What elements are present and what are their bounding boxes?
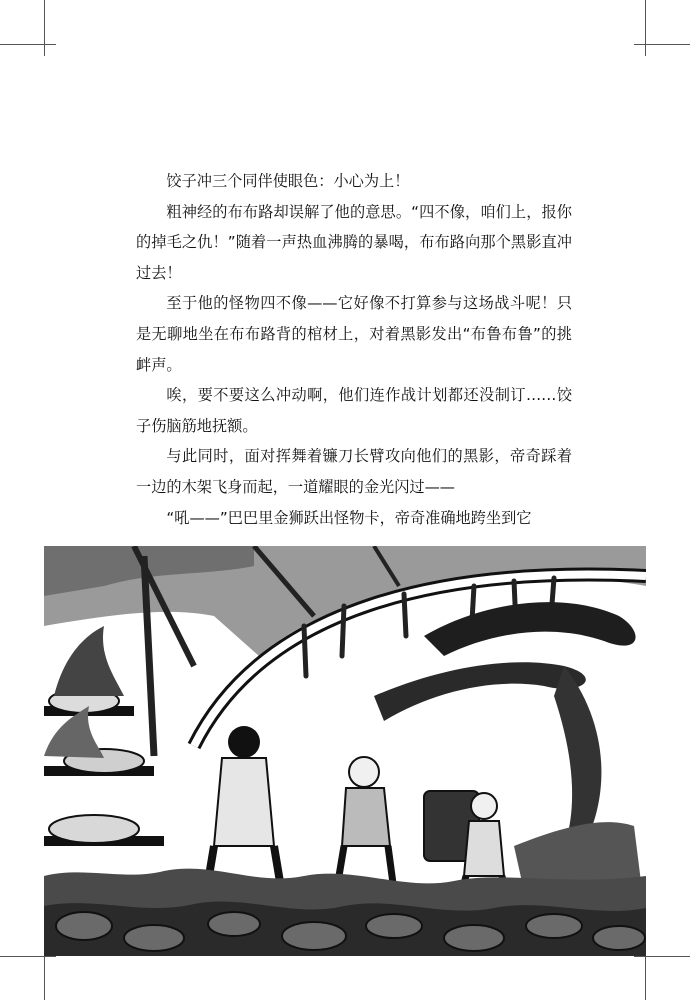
crop-mark-top-right-v xyxy=(645,0,646,56)
paragraph-6: “吼——”巴巴里金狮跃出怪物卡，帝奇准确地跨坐到它 xyxy=(166,508,532,527)
crop-mark-bottom-right-h xyxy=(634,956,690,957)
paragraph-2: 粗神经的布布路却误解了他的意思。“四不像，咱们上，报你的掉毛之仇！”随着一声热血沸腾的暴喝，布布路向那个黑影直冲过去！ xyxy=(136,202,572,282)
greenhouse-battle-scene xyxy=(44,546,646,956)
paragraph-5: 与此同时，面对挥舞着镰刀长臂攻向他们的黑影，帝奇踩着一边的木架飞身而起，一道耀眼的金光闪过—— xyxy=(136,447,572,496)
crop-mark-top-left-v xyxy=(44,0,45,56)
paragraph-3: 至于他的怪物四不像——它好像不打算参与这场战斗呢！只是无聊地坐在布布路背的棺材上，对着黑影发出“布鲁布鲁”的挑衅声。 xyxy=(136,294,572,374)
paragraph-4: 唉，要不要这么冲动啊，他们连作战计划都还没制订……饺子伤脑筋地抚额。 xyxy=(136,386,572,435)
paragraph-1: 饺子冲三个同伴使眼色：小心为上！ xyxy=(166,172,410,190)
crop-mark-bottom-left-h xyxy=(0,956,56,957)
story-text xyxy=(136,166,572,533)
crop-mark-top-left-h xyxy=(0,44,56,45)
comic-illustration xyxy=(44,546,646,956)
crop-mark-top-right-h xyxy=(634,44,690,45)
